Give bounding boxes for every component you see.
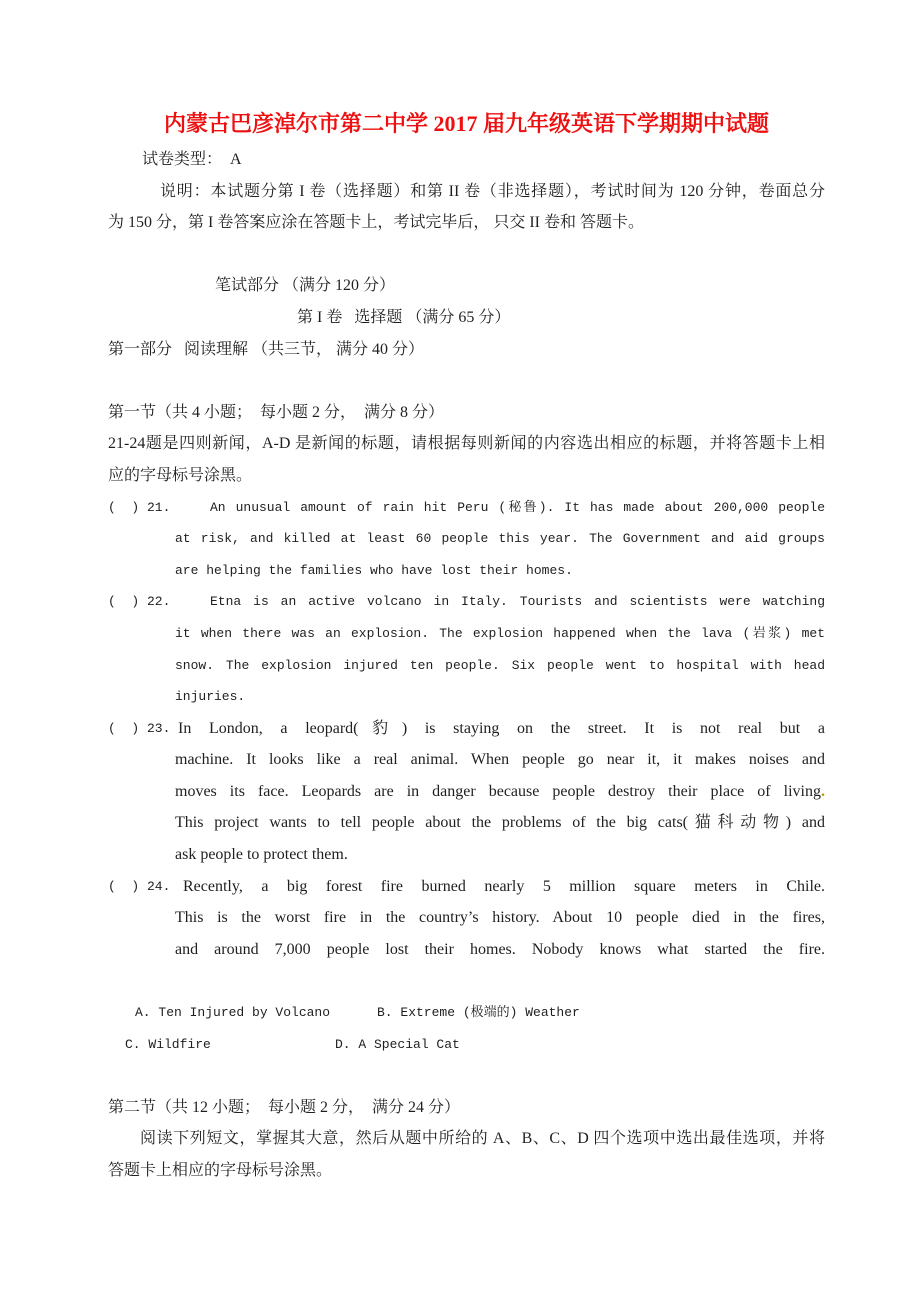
answer-bracket-22: ( ) 22. <box>108 594 171 610</box>
section2-intro-line-1: 阅读下列短文，掌握其大意，然后从题中所给的 A、B、C、D 四个选项中选出最佳选项，并将 <box>140 1130 825 1148</box>
question-22-line-2: it when there was an explosion. The explosion happened when the lava (岩浆) met <box>175 625 825 641</box>
question-22-line-4: injuries. <box>175 689 246 705</box>
section1-intro-line-1: 21-24题是四则新闻，A-D 是新闻的标题，请根据每则新闻的内容选出相应的标题，并将答题卡上相 <box>108 435 825 453</box>
question-23-line-1 <box>108 713 825 745</box>
option-a: A. Ten Injured by Volcano <box>135 1005 331 1021</box>
written-part-heading: 笔试部分 （满分 120 分） <box>215 277 396 295</box>
exam-paper <box>108 104 825 1187</box>
answer-bracket-24: ( ) 24. <box>108 878 171 894</box>
question-21-text-1: An unusual amount of rain hit Peru (秘鲁). It has made about 200,000 people <box>210 499 825 515</box>
question-24-line-2: This is the worst fire in the country’s history. About 10 people died in the fires, <box>175 909 825 927</box>
spacer <box>108 965 825 997</box>
question-22-text-1: Etna is an active volcano in Italy. Tourists and scientists were watching <box>210 594 825 610</box>
instructions-line-1: 说明：本试题分第 I 卷（选择题）和第 II 卷（非选择题），考试时间为 120 分钟，卷面总分 <box>160 182 825 200</box>
section1-heading: 第一节（共 4 小题； 每小题 2 分， 满分 8 分） <box>108 403 445 421</box>
question-24-line-3: and around 7,000 people lost their homes. Nobody knows what started the fire. <box>175 940 825 958</box>
spacer <box>108 1060 825 1092</box>
question-21 <box>108 492 825 587</box>
options-row-1 <box>108 997 825 1029</box>
section1-intro-line-2: 应的字母标号涂黑。 <box>108 466 253 484</box>
question-22 <box>108 586 825 712</box>
question-24-line-1 <box>108 871 825 903</box>
exam-title: 内蒙古巴彦淖尔市第二中学 2017 届九年级英语下学期期中试题 <box>163 111 769 136</box>
question-24 <box>108 871 825 966</box>
question-21-line-3: are helping the families who have lost their homes. <box>175 562 573 578</box>
question-23 <box>108 713 825 871</box>
question-23-text-1: In London, a leopard(豹) is staying on the street. It is not real but a <box>178 719 825 737</box>
question-23-line-3 <box>108 776 825 808</box>
part1-heading: 第一部分 阅读理解 （共三节， 满分 40 分） <box>108 340 425 358</box>
section2-heading: 第二节（共 12 小题； 每小题 2 分， 满分 24 分） <box>108 1098 461 1116</box>
options-row-2 <box>108 1029 825 1061</box>
highlighted-period: . <box>821 782 825 800</box>
spacer <box>108 365 825 397</box>
question-23-line-4: This project wants to tell people about the problems of the big cats(猫科动物) and <box>175 814 825 832</box>
answer-bracket-21: ( ) 21. <box>108 499 171 515</box>
paper-type-line: 试卷类型： A <box>142 151 242 168</box>
option-d: D. A Special Cat <box>335 1036 460 1052</box>
option-b: B. Extreme (极端的) Weather <box>377 1005 580 1021</box>
question-21-line-1 <box>108 492 825 524</box>
question-22-line-1 <box>108 586 825 618</box>
question-24-text-1: Recently, a big forest fire burned nearly 5 million square meters in Chile. <box>183 877 825 895</box>
volume1-heading: 第 I 卷 选择题 （满分 65 分） <box>297 308 511 326</box>
section2-intro-line-2: 答题卡上相应的字母标号涂黑。 <box>108 1162 333 1179</box>
question-23-line-5: ask people to protect them. <box>175 846 348 864</box>
instructions-line-2: 为 150 分，第 I 卷答案应涂在答题卡上，考试完毕后， 只交 II 卷和 答题卡。 <box>108 214 644 232</box>
spacer <box>108 239 825 271</box>
option-c: C. Wildfire <box>125 1036 211 1052</box>
answer-bracket-23: ( ) 23. <box>108 720 171 736</box>
question-22-line-3: snow. The explosion injured ten people. Six people went to hospital with head <box>175 657 825 673</box>
question-21-line-2: at risk, and killed at least 60 people this year. The Government and aid groups <box>175 531 825 547</box>
question-23-text-3: moves its face. Leopards are in danger because people destroy their place of living <box>175 782 821 800</box>
question-23-line-2: machine. It looks like a real animal. When people go near it, it makes noises and <box>175 751 825 769</box>
